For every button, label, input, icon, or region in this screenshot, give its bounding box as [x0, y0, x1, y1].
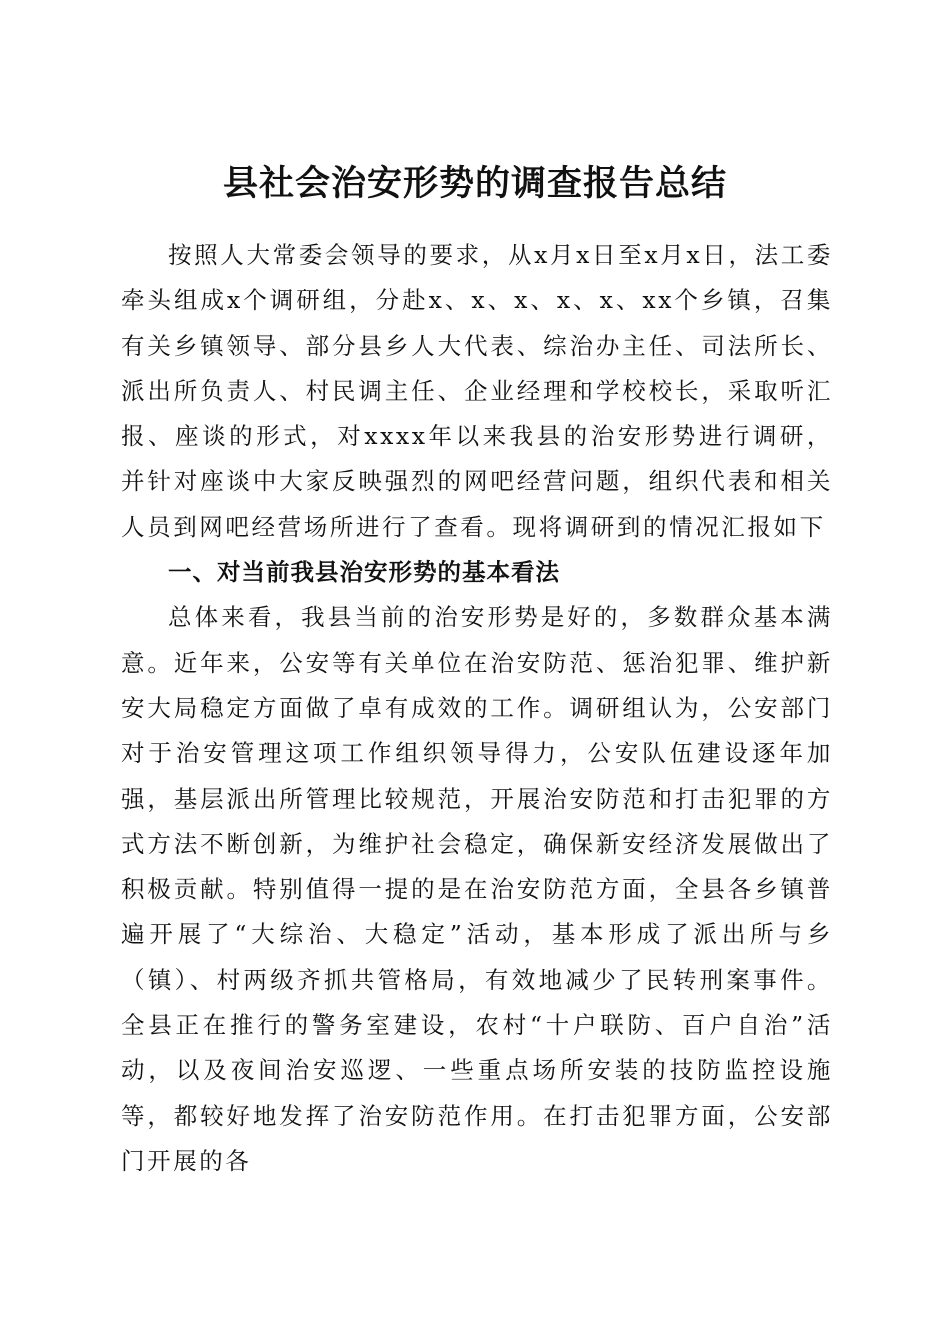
section-heading: 一、对当前我县治安形势的基本看法 — [168, 558, 560, 587]
section-paragraph: 总体来看，我县当前的治安形势是好的，多数群众基本满意。近年来，公安等有关单位在治安防范、惩治犯罪、维护新安大局稳定方面做了卓有成效的工作。调研组认为，公安部门对于治安管理这项工作组织领导得力，公安队伍建设逐年加强，基层派出所管理比较规范，开展治安防范和打击犯罪的方式方法不断创新，为维护社会稳定，确保新安经济发展做出了积极贡献。特别值得一提的是在治安防范方面，全县各乡镇普遍开展了“大综治、大稳定”活动，基本形成了派出所与乡（镇）、村两级齐抓共管格局，有效地减少了民转刑案事件。全县正在推行的警务室建设，农村“十户联防、百户自治”活动，以及夜间治安巡逻、一些重点场所安装的技防监控设施等，都较好地发挥了治安防范作用。在打击犯罪方面，公安部门开展的各 — [121, 603, 833, 1175]
intro-paragraph: 按照人大常委会领导的要求，从x月x日至x月x日，法工委牵头组成x个调研组，分赴x、x、x、x、x、xx个乡镇，召集有关乡镇领导、部分县乡人大代表、综治办主任、司法所长、派出所负责人、村民调主任、企业经理和学校校长，采取听汇报、座谈的形式，对xxxx年以来我县的治安形势进行调研，并针对座谈中大家反映强烈的网吧经营问题，组织代表和相关人员到网吧经营场所进行了查看。现将调研到的情况汇报如下 — [121, 241, 833, 541]
document-title: 县社会治安形势的调查报告总结 — [222, 164, 727, 205]
document-body — [121, 233, 833, 1184]
